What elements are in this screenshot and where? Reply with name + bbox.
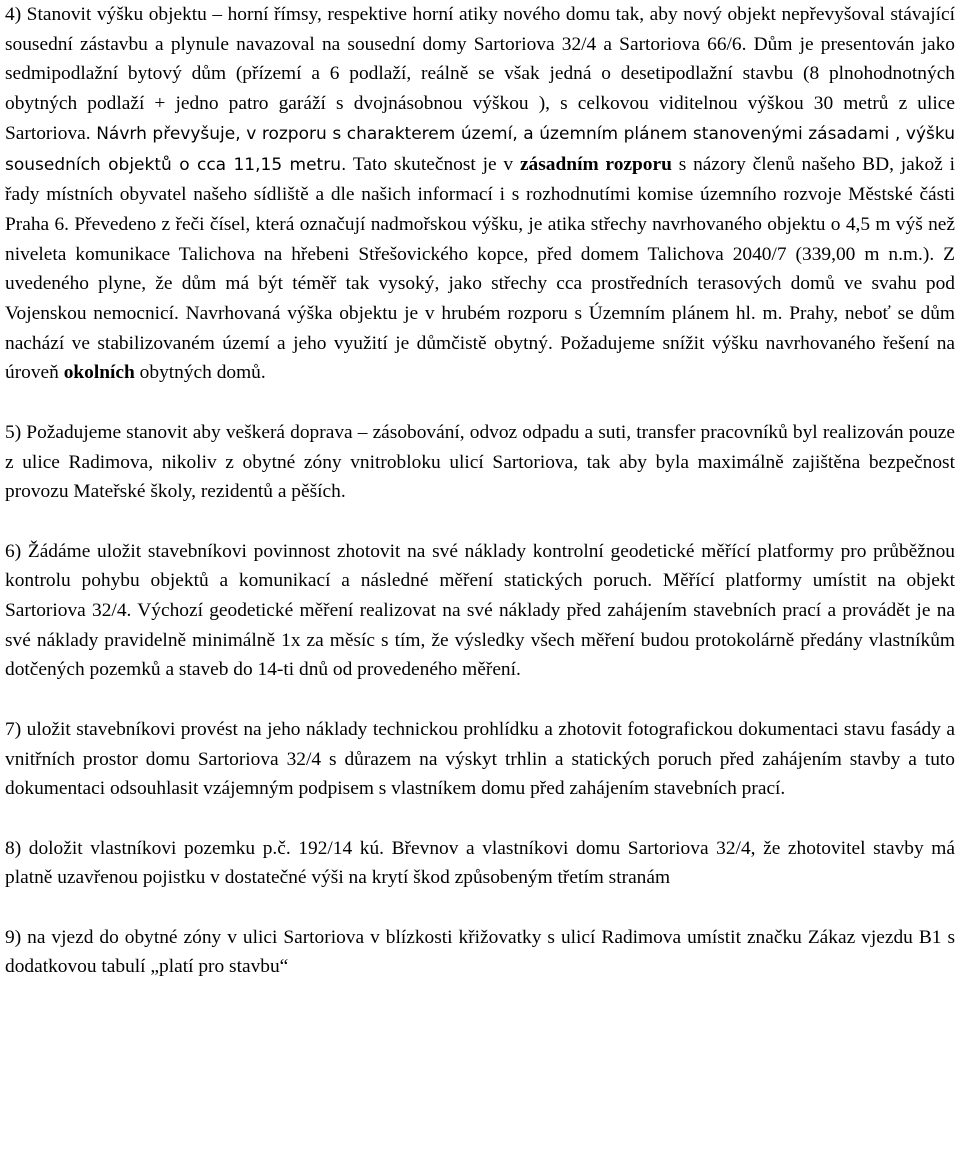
paragraph-9-traffic-sign: 9) na vjezd do obytné zóny v ulici Sartoriova v blízkosti křižovatky s ulicí Radimova umístit značku Zákaz vjezdu B1 s dodatkovou tabulí „platí pro stavbu“ <box>5 926 955 978</box>
paragraph-4-text-part-h: obytných domů. <box>134 362 266 384</box>
paragraph-4-text-part-f: Převedeno z řeči čísel, která označují nadmořskou výšku, je atika střechy navrhovaného objektu o 4,5 m výš než niveleta komunikace Talichova na hřebeni Střešovického kopce, před domem Talichova 2040/7 (339,00 m n.m.). Z uvedeného plyne, že dům má být téměř tak vysoký, jako střechy cca prostředních terasových domů ve svahu pod Vojenskou nemocnicí. Navrhovaná výška objektu je v hrubém rozporu s Územním plánem hl. m. Prahy, neboť se dům nachází ve stabilizovaném území a jeho využití je důmčistě obytný. Požadujeme snížit výšku navrhovaného řešení na úroveň <box>5 213 955 384</box>
paragraph-8-insurance: 8) doložit vlastníkovi pozemku p.č. 192/14 kú. Břevnov a vlastníkovi domu Sartoriova 32/4, že zhotovitel stavby má platně uzavřenou pojistku v dostatečné výši na krytí škod způsobeným třetím stranám <box>5 837 955 889</box>
paragraph-4-text-part-b: Návrh převyšuje, v rozporu s charakterem území, a územním plánem stanovenými zásadami , výšku sousedních objektů o cca 11,15 metru. <box>5 123 955 175</box>
document-page <box>5 0 955 982</box>
paragraph-4-text-part-c: Tato skutečnost je v <box>346 153 520 175</box>
paragraph-4-building-height <box>5 0 955 388</box>
paragraph-4-bold-surrounding: okolních <box>63 362 135 384</box>
paragraph-4-text-part-e: s názory členů našeho BD, jakož i řady místních obyvatel našeho sídliště a dle našich informací i s rozhodnutími komise územního rozvoje Městské části Praha 6. <box>5 153 956 235</box>
paragraph-6-geodetic-platforms: 6) Žádáme uložit stavebníkovi povinnost zhotovit na své náklady kontrolní geodetické měřící platformy pro průběžnou kontrolu pohybu objektů a komunikací a následné měření statických poruch. Měřící platformy umístit na objekt Sartoriova 32/4. Výchozí geodetické měření realizovat na své náklady před zahájením stavebních prací a provádět je na své náklady pravidelně minimálně 1x za měsíc s tím, že výsledky všech měření budou protokolárně předány vlastníkům dotčených pozemků a staveb do 14-ti dnů od provedeného měření. <box>5 540 955 681</box>
paragraph-4-bold-emphasis: zásadním rozporu <box>519 153 672 175</box>
paragraph-5-traffic: 5) Požadujeme stanovit aby veškerá doprava – zásobování, odvoz odpadu a suti, transfer pracovníků byl realizován pouze z ulice Radimova, nikoliv z obytné zóny vnitrobloku ulicí Sartoriova, tak aby byla maximálně zajištěna bezpečnost provozu Mateřské školy, rezidentů a pěších. <box>5 421 955 503</box>
paragraph-4-text-part-a: 4) Stanovit výšku objektu – horní římsy, respektive horní atiky nového domu tak, aby nový objekt nepřevyšoval stávající sousední zástavbu a plynule navazoval na sousední domy Sartoriova 32/4 a Sartoriova 66/6. Dům je presentován jako sedmipodlažní bytový dům (přízemí a 6 podlaží, reálně se však jedná o desetipodlažní stavbu (8 plnohodnotných obytných podlaží + jedno patro garáží s dvojnásobnou výškou ), s celkovou viditelnou výškou 30 metrů z ulice Sartoriova. <box>5 4 955 144</box>
paragraph-7-technical-inspection: 7) uložit stavebníkovi provést na jeho náklady technickou prohlídku a zhotovit fotografickou dokumentaci stavu fasády a vnitřních prostor domu Sartoriova 32/4 s důrazem na výskyt trhlin a statických poruch před zahájením stavby a tuto dokumentaci odsouhlasit vzájemným podpisem s vlastníkem domu před zahájením stavebních prací. <box>5 718 955 800</box>
